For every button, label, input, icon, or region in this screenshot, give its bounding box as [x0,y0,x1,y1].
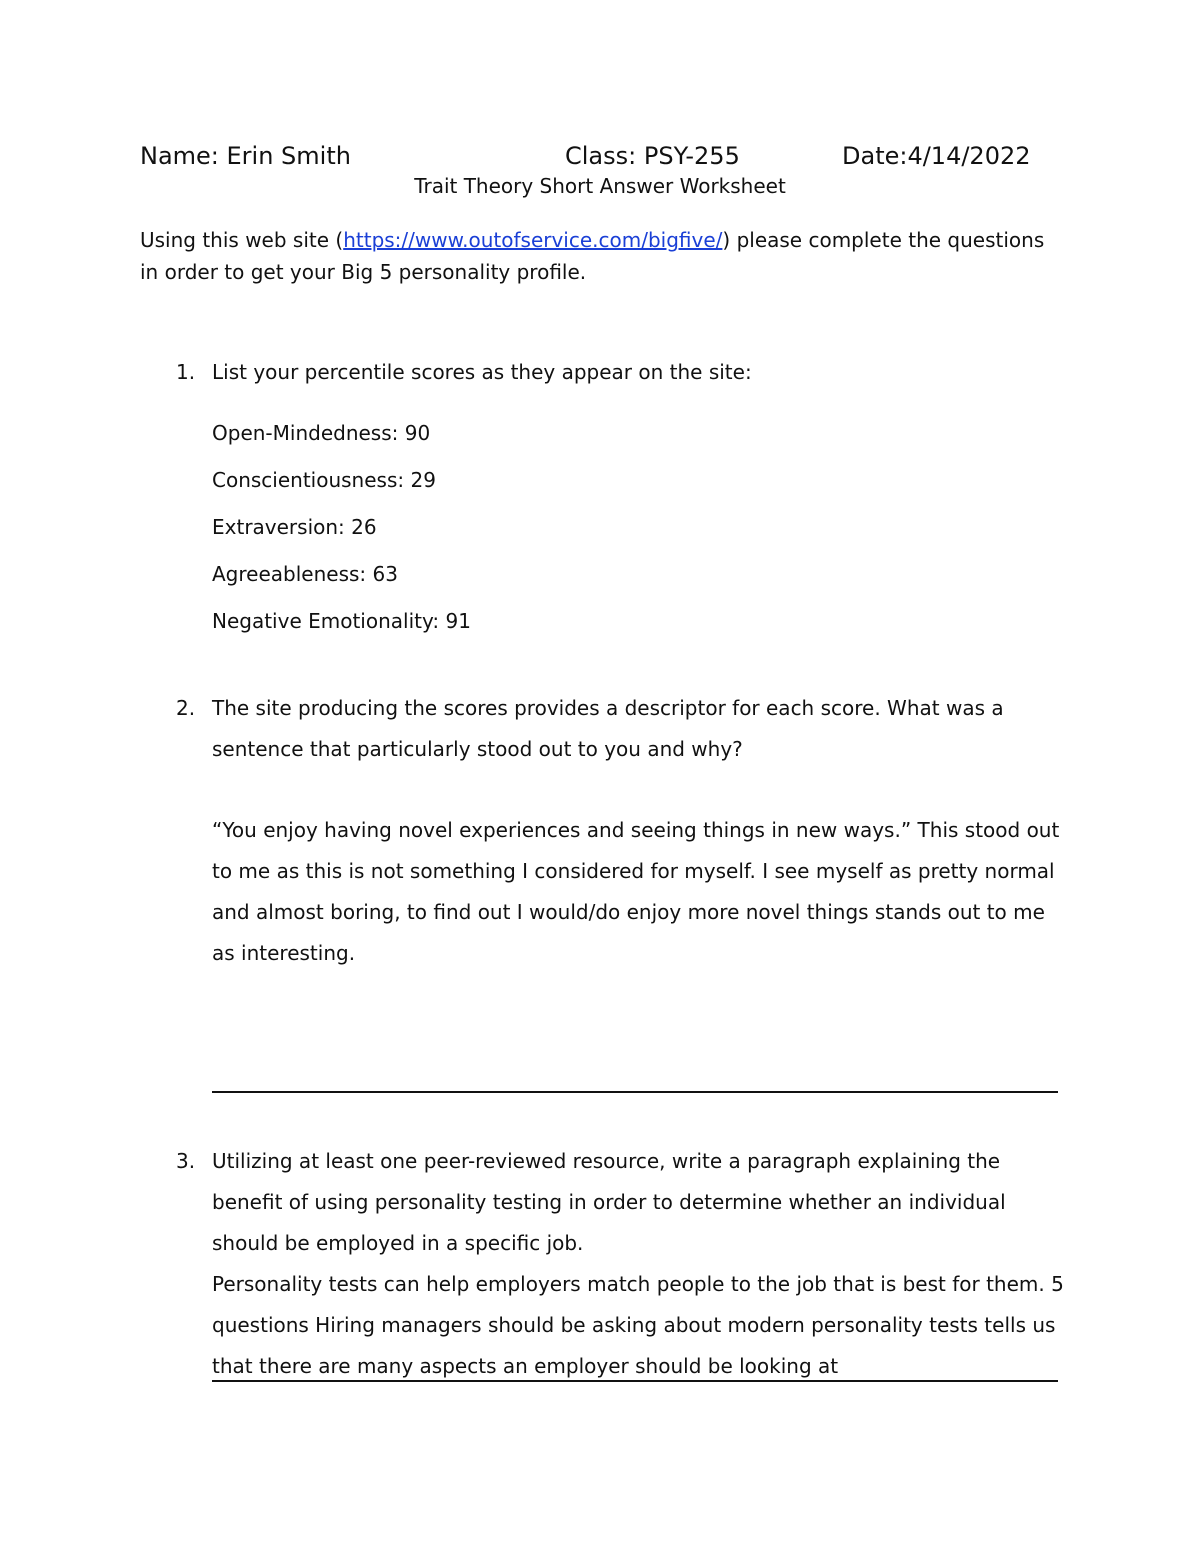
answer-2: “You enjoy having novel experiences and seeing things in new ways.” This stood out to me as this is not something I considered for myself. I see myself as pretty normal and almost boring, to find out I would/do enjoy more novel things stands out to me as interesting. [212,818,1060,965]
answer-divider [212,1091,1058,1093]
worksheet-title: Trait Theory Short Answer Worksheet [414,174,786,198]
score-negative-emotionality: Negative Emotionality: 91 [212,609,471,633]
answer-3: Personality tests can help employers match people to the job that is best for them. 5 questions Hiring managers should be asking about modern personality tests tells us that there are many aspects an employer should be looking at [212,1272,1064,1378]
score-extraversion: Extraversion: 26 [212,515,377,539]
header-row [140,142,1040,174]
score-list [212,413,471,648]
intro-prefix: Using this web site ( [140,228,344,252]
question-text: List your percentile scores as they appear on the site: [212,360,752,384]
score-agreeableness: Agreeableness: 63 [212,562,398,586]
answer-underline [212,1380,1058,1382]
student-name: Name: Erin Smith [140,142,351,170]
question-number: 2. [176,696,196,720]
question-text: The site producing the scores provides a descriptor for each score. What was a sentence that particularly stood out to you and why? [212,696,1004,761]
intro-suffix: ) please complete the questions in order to get your Big 5 personality profile. [140,228,1045,284]
question-number: 3. [176,1149,196,1173]
date-label: Date:4/14/2022 [842,142,1031,170]
bigfive-link[interactable]: https://www.outofservice.com/bigfive/ [343,228,723,252]
question-text: Utilizing at least one peer-reviewed resource, write a paragraph explaining the benefit of using personality testing in order to determine whether an individual should be employed in a specific job. [212,1149,1006,1255]
score-conscientiousness: Conscientiousness: 29 [212,468,436,492]
intro-paragraph [140,224,1060,288]
question-number: 1. [176,360,196,384]
class-label: Class: PSY-255 [565,142,740,170]
score-open-mindedness: Open-Mindedness: 90 [212,421,431,445]
